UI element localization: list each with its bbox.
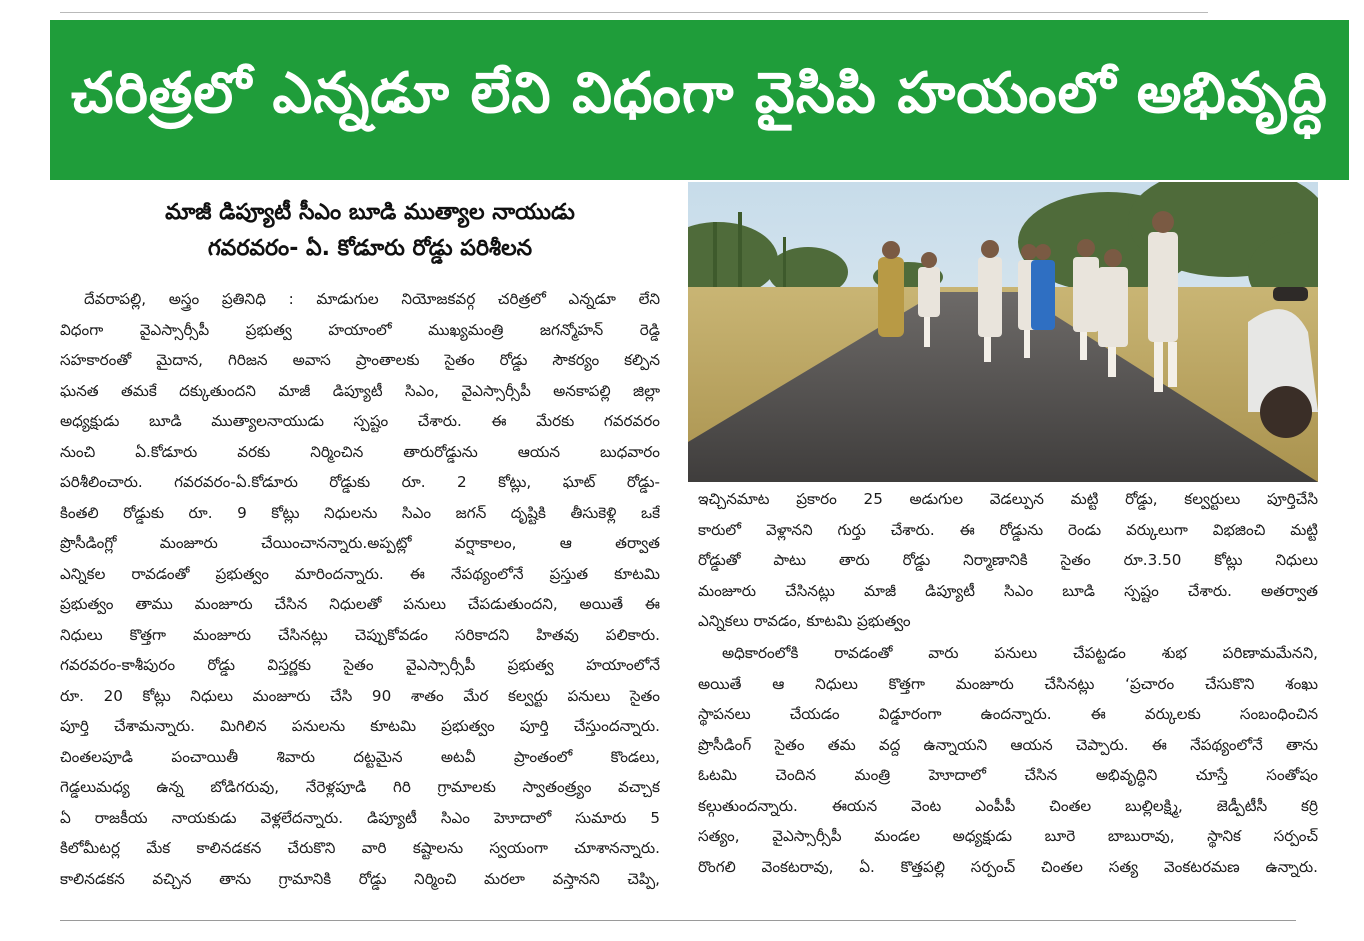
article-line: అయితే ఆ నిధులు కొత్తగా మంజూరు చేసినట్లు ‘ప్రచారం చేసుకొని శంఖు xyxy=(698,674,1318,693)
article-line: ఏ రాజకీయ నాయకుడు వెళ్లలేదన్నారు. డిప్యూటీ సిఎం హెూదాలో సుమారు 5 xyxy=(60,808,660,827)
article-line: ప్రభుత్వం తాము మంజూరు చేసిన నిధులతో పనులు చేపడుతుందని, అయితే ఈ xyxy=(60,595,660,613)
article-line: రోడ్డుతో పాటు తారు రోడ్డు నిర్మాణానికి సైతం రూ.3.50 కోట్లు నిధులు xyxy=(698,551,1318,569)
article-line: కింతలి రోడ్డుకు రూ. 9 కోట్లు నిధులను సిఎం జగన్ దృష్టికి తీసుకెళ్లి ఒకే xyxy=(60,503,660,522)
bottom-rule xyxy=(60,920,1296,921)
article-line: విధంగా వైఎస్సార్సీపీ ప్రభుత్వ హయాంలో ముఖ్యమంత్రి జగన్మోహన్ రెడ్డి xyxy=(60,320,660,339)
article-line: మంజూరు చేసినట్లు మాజీ డిప్యూటీ సిఎం బూడి స్పష్టం చేశారు. అతర్వాత xyxy=(698,581,1318,600)
headline: చరిత్రలో ఎన్నడూ లేని విధంగా వైసిపి హయంలో అభివృద్ధి xyxy=(71,60,1328,126)
article-line: ప్రొసీడింగ్ సైతం తమ వద్ద ఉన్నాయని ఆయన చెప్పారు. ఈ నేపథ్యంలోనే తాను xyxy=(698,735,1318,754)
article-left-column xyxy=(60,284,660,894)
article-line: ప్రొసీడింగ్లో మంజూరు చేయించానన్నారు.అప్పట్లో వర్షాకాలం, ఆ తర్వాత xyxy=(60,534,660,552)
article-line: నిధులు కొత్తగా మంజూరు చేసినట్లు చెప్పుకోవడం సరికాదని హితవు పలికారు. xyxy=(60,625,660,644)
article-line: కారులో వెళ్లానని గుర్తు చేశారు. ఈ రోడ్డును రెండు వర్కులుగా విభజించి మట్టి xyxy=(698,520,1318,539)
article-line: స్థాపనలు చేయడం విడ్డూరంగా ఉందన్నారు. ఈ వర్కులకు సంబంధించిన xyxy=(698,705,1318,723)
article-line: చింతలపూడి పంచాయితీ శివారు దట్టమైన అటవీ ప్రాంతంలో కొండలు, xyxy=(60,747,660,766)
article-line: ఓటమి చెందిన మంత్రి హెూదాలో చేసిన అభివృద్ధిని చూస్తే సంతోషం xyxy=(698,766,1318,784)
article-line: ఘనత తమకే దక్కుతుందని మాజీ డిప్యూటీ సిఎం, వైఎస్సార్సీపీ అనకాపల్లి జిల్లా xyxy=(60,381,660,400)
headline-banner xyxy=(50,20,1349,180)
article-right-column-top xyxy=(698,484,1318,637)
top-rule xyxy=(60,12,1208,13)
article-line: కల్గుతుందన్నారు. ఈయన వెంట ఎంపీపీ చింతల బుల్లిలక్ష్మి, జెడ్పీటీసీ కర్రి xyxy=(698,796,1318,815)
article-line: పరిశీలించారు. గవరవరం-ఏ.కోడూరు రోడ్డుకు రూ. 2 కోట్లు, ఘాట్ రోడ్డు- xyxy=(60,473,660,491)
news-photo xyxy=(688,182,1318,482)
article-line: ఎన్నికలు రావడం, కూటమి ప్రభుత్వం xyxy=(698,612,911,630)
article-line: పూర్తి చేశామన్నారు. మిగిలిన పనులను కూటమి ప్రభుత్వం పూర్తి చేస్తుందన్నారు. xyxy=(60,717,660,735)
article-line: అధికారంలోకి రావడంతో వారు పనులు చేపట్టడం శుభ పరిణామమేనని, xyxy=(722,644,1318,662)
subheadline-line-2: గవరవరం- ఏ. కోడూరు రోడ్డు పరిశీలన xyxy=(207,236,533,261)
article-line: కిలోమీటర్ల మేక కాలినడకన చేరుకొని వారి కష్టాలను స్వయంగా చూశానన్నారు. xyxy=(60,839,660,857)
article-line: ఎన్నికల రావడంతో ప్రభుత్వం మారిందన్నారు. ఈ నేపథ్యంలోనే ప్రస్తుత కూటమి xyxy=(60,564,660,583)
article-line: గవరవరం-కాశీపురం రోడ్డు విస్తర్ణకు సైతం వైఎస్సార్సీపీ ప్రభుత్వ హయాంలోనే xyxy=(60,656,660,674)
article-line: రూ. 20 కోట్లు నిధులు మంజూరు చేసి 90 శాతం మేర కల్వర్టు పనులు సైతం xyxy=(60,686,660,705)
article-right-column-bottom xyxy=(698,638,1318,882)
article-line: దేవరాపల్లి, అస్త్రం ప్రతినిధి : మాడుగుల నియోజకవర్గ చరిత్రలో ఎన్నడూ లేని xyxy=(84,290,660,308)
article-line: కాలినడకన వచ్చిన తాను గ్రామానికి రోడ్డు నిర్మించి మరలా వస్తానని చెప్పి, xyxy=(60,869,660,888)
article-line: సహకారంతో మైదాన, గిరిజన అవాస ప్రాంతాలకు సైతం రోడ్డు సౌకర్యం కల్పిన xyxy=(60,351,660,369)
article-line: రొంగలి వెంకటరావు, ఏ. కొత్తపల్లి సర్పంచ్ చింతల సత్య వెంకటరమణ ఉన్నారు. xyxy=(698,857,1318,876)
group-walking-photo-icon xyxy=(688,182,1318,482)
article-line: గెడ్డలుమధ్య ఉన్న బోడిగరువు, నేరెళ్లపూడి గిరి గ్రామాలకు స్వాతంత్ర్యం వచ్చాక xyxy=(60,778,660,796)
article-line: ఇచ్చినమాట ప్రకారం 25 అడుగుల వెడల్పున మట్టి రోడ్డు, కల్వర్టులు పూర్తిచేసి xyxy=(698,490,1318,508)
article-line: నుంచి ఏ.కోడూరు వరకు నిర్మించిన తారురోడ్డును ఆయన బుధవారం xyxy=(60,442,660,461)
article-line: అధ్యక్షుడు బూడి ముత్యాలనాయుడు స్పష్టం చేశారు. ఈ మేరకు గవరవరం xyxy=(60,412,660,430)
article-line: సత్యం, వైఎస్సార్సీపీ మండల అధ్యక్షుడు బూరె బాబురావు, స్థానిక సర్పంచ్ xyxy=(698,827,1318,845)
subheadline-line-1: మాజీ డిప్యూటీ సీఎం బూడి ముత్యాల నాయుడు xyxy=(165,200,575,225)
